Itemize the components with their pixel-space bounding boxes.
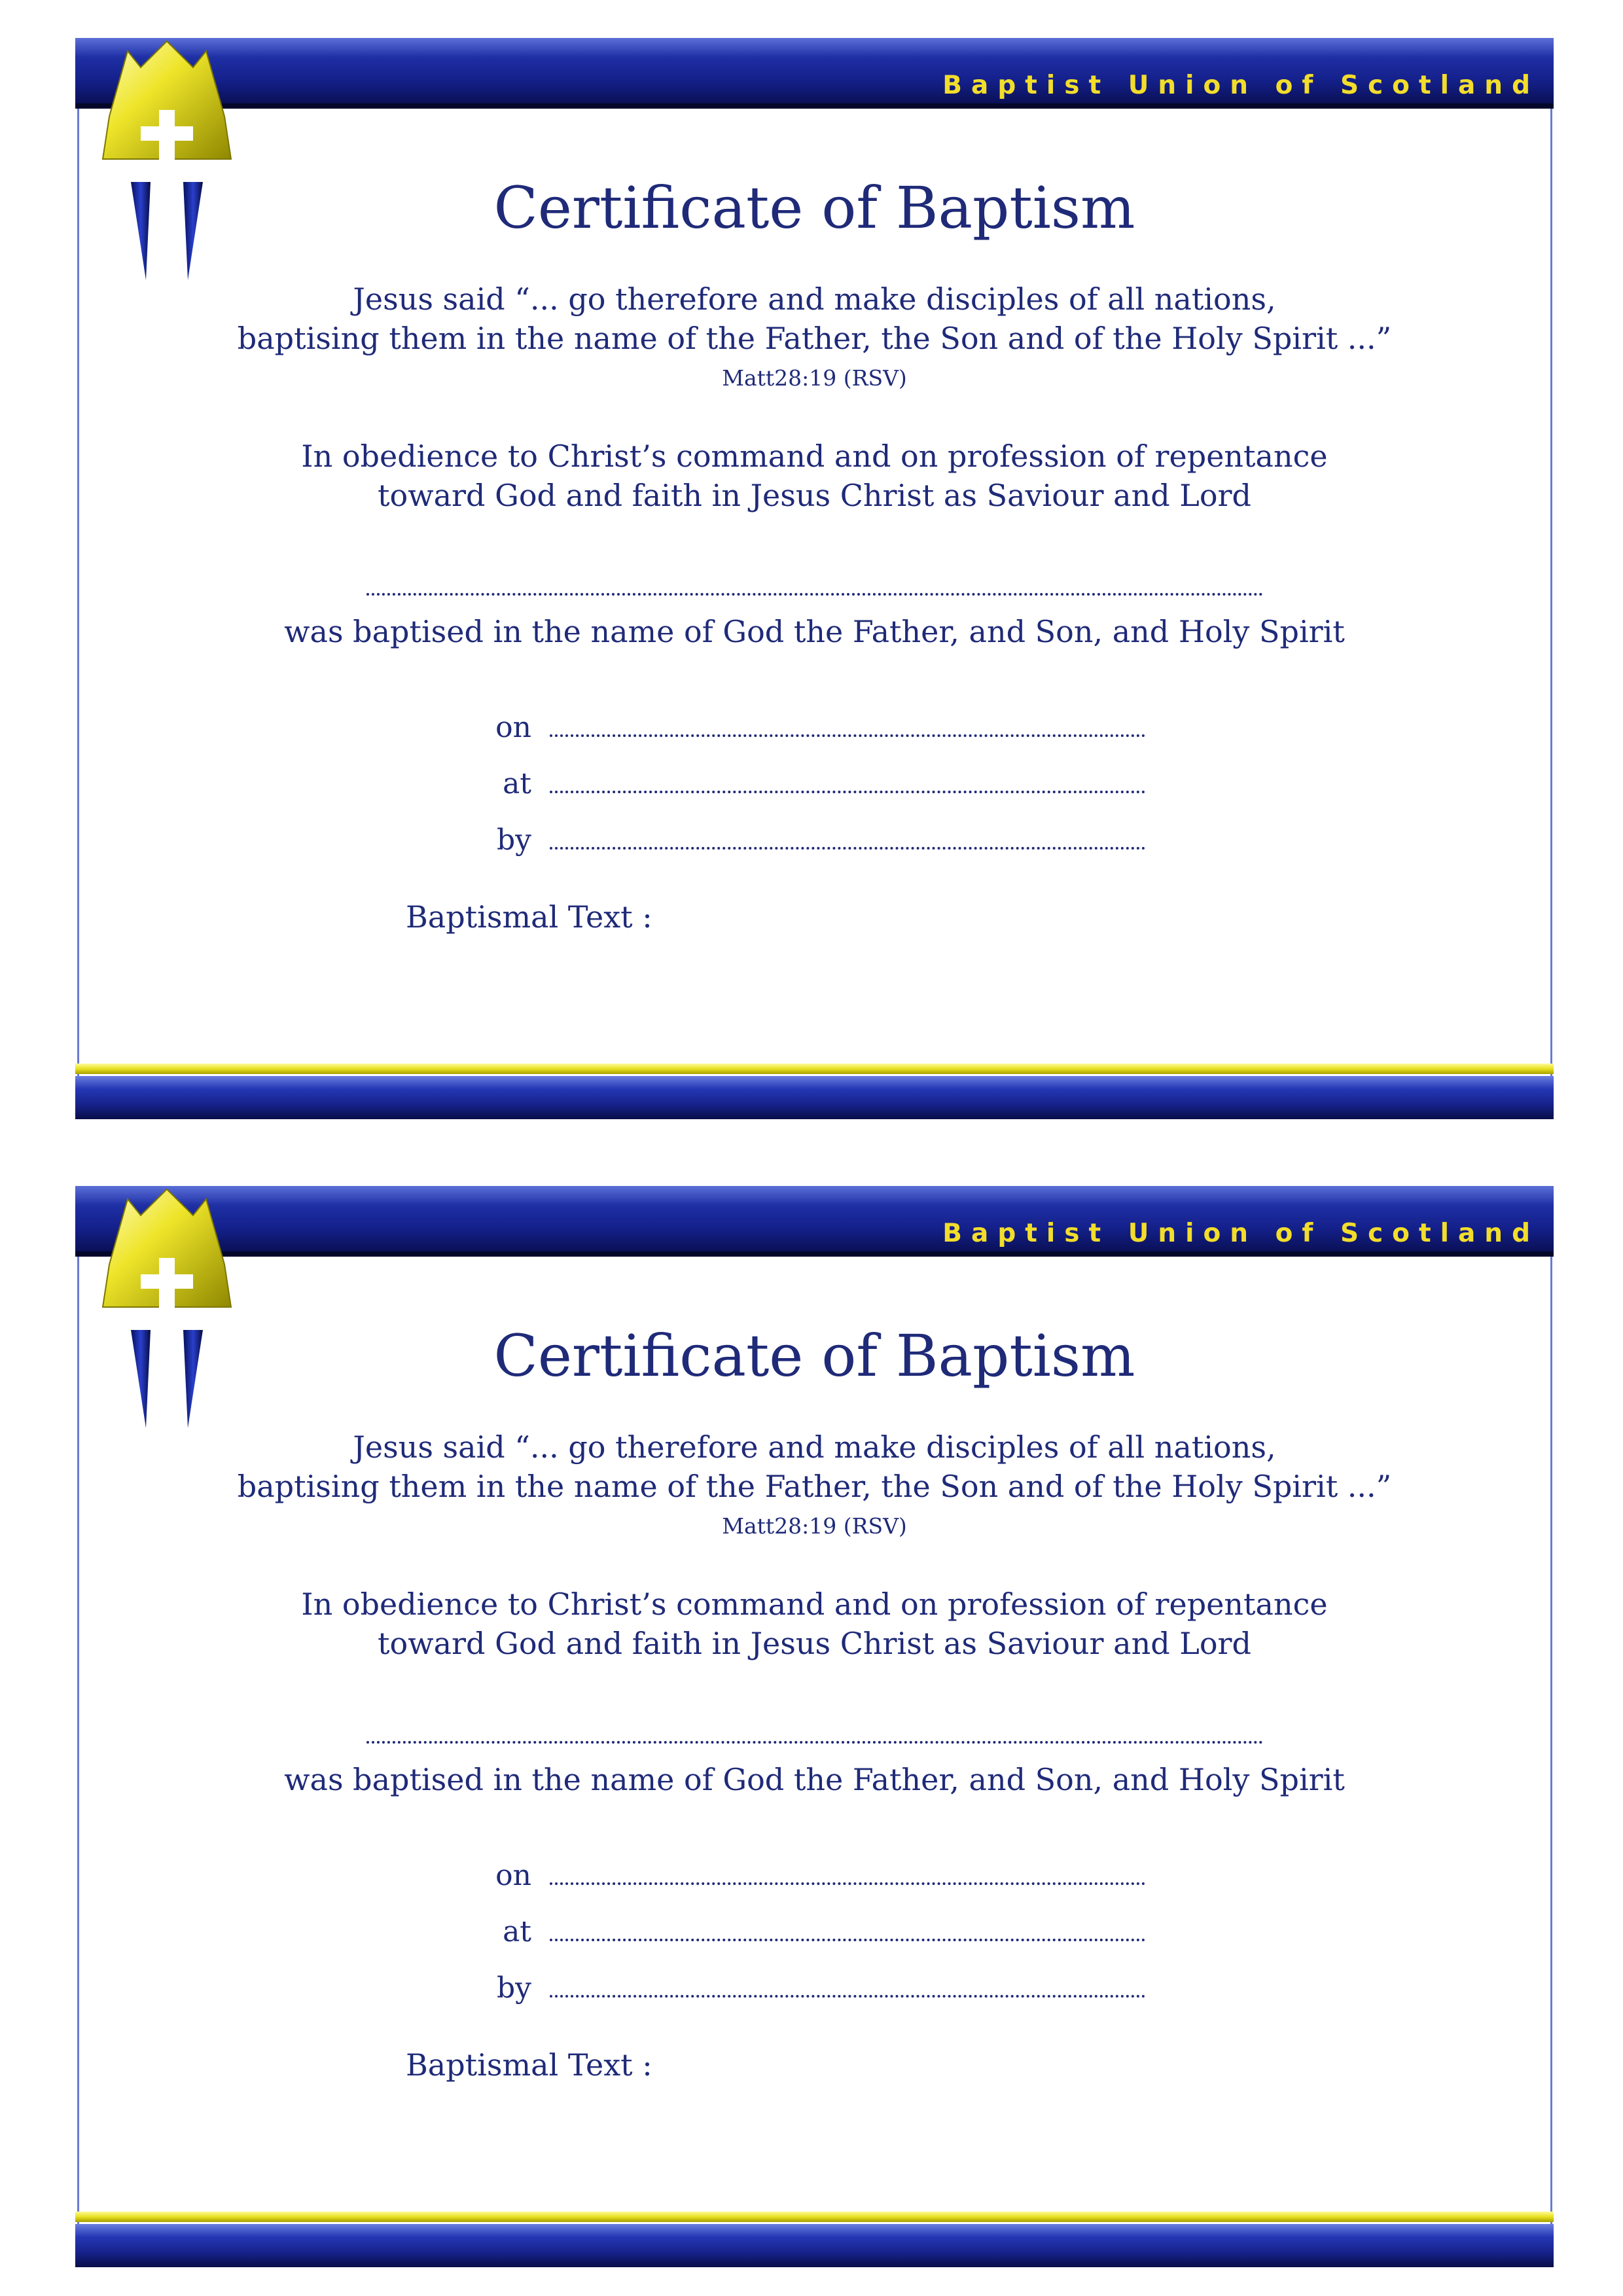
date-field-line[interactable] [550,734,1145,737]
yellow-accent-bar [75,2212,1554,2222]
scripture-reference: Matt28:19 (RSV) [722,365,907,391]
quote-line-2: baptising them in the name of the Father, the Son and of the Holy Spirit ...” [237,321,1392,356]
certificate-title: Certificate of Baptism [493,1322,1135,1390]
yellow-accent-bar [75,1064,1554,1074]
date-field[interactable] [491,711,531,744]
officiant-field-line[interactable] [550,847,1145,850]
baptised-line: was baptised in the name of God the Father, and Son, and Holy Spirit [284,1762,1345,1797]
certificate-frame [77,109,1552,1098]
place-label: at [503,767,531,800]
obedience-line-1: In obedience to Christ’s command and on profession of repentance [301,1587,1328,1622]
baptismal-text-label: Baptismal Text : [406,2047,652,2083]
organization-name: Baptist Union of Scotland [942,71,1539,100]
date-field-line[interactable] [550,1882,1145,1885]
quote-line-1: Jesus said “... go therefore and make disciples of all nations, [353,281,1276,317]
date-label: on [495,711,531,744]
obedience-line-1: In obedience to Christ’s command and on profession of repentance [301,439,1328,474]
scripture-reference: Matt28:19 (RSV) [722,1513,907,1539]
obedience-line-2: toward God and faith in Jesus Christ as Saviour and Lord [378,478,1251,513]
quote-line-2: baptising them in the name of the Father, the Son and of the Holy Spirit ...” [237,1469,1392,1504]
certificate-1 [75,38,1554,1119]
place-field[interactable] [491,767,531,800]
date-field[interactable] [491,1859,531,1892]
crown-cross-icon [101,38,232,287]
organization-name: Baptist Union of Scotland [942,1219,1539,1248]
footer-bar [75,2224,1554,2267]
baptismal-text-label: Baptismal Text : [406,899,652,935]
crown-cross-icon [101,1186,232,1435]
date-label: on [495,1859,531,1892]
place-field[interactable] [491,1915,531,1948]
officiant-label: by [496,1971,531,2005]
obedience-line-2: toward God and faith in Jesus Christ as Saviour and Lord [378,1626,1251,1661]
footer-bar [75,1076,1554,1119]
name-field-line[interactable] [366,586,1263,596]
certificate-2 [75,1186,1554,2267]
quote-line-1: Jesus said “... go therefore and make disciples of all nations, [353,1429,1276,1465]
officiant-field[interactable] [491,1971,531,2005]
certificate-title: Certificate of Baptism [493,174,1135,242]
place-field-line[interactable] [550,791,1145,793]
officiant-field-line[interactable] [550,1995,1145,1998]
place-field-line[interactable] [550,1939,1145,1941]
header-bar [75,38,1554,109]
certificate-frame [77,1257,1552,2246]
place-label: at [503,1915,531,1948]
baptised-line: was baptised in the name of God the Father, and Son, and Holy Spirit [284,614,1345,649]
header-bar [75,1186,1554,1257]
officiant-label: by [496,823,531,857]
name-field-line[interactable] [366,1734,1263,1744]
officiant-field[interactable] [491,823,531,857]
